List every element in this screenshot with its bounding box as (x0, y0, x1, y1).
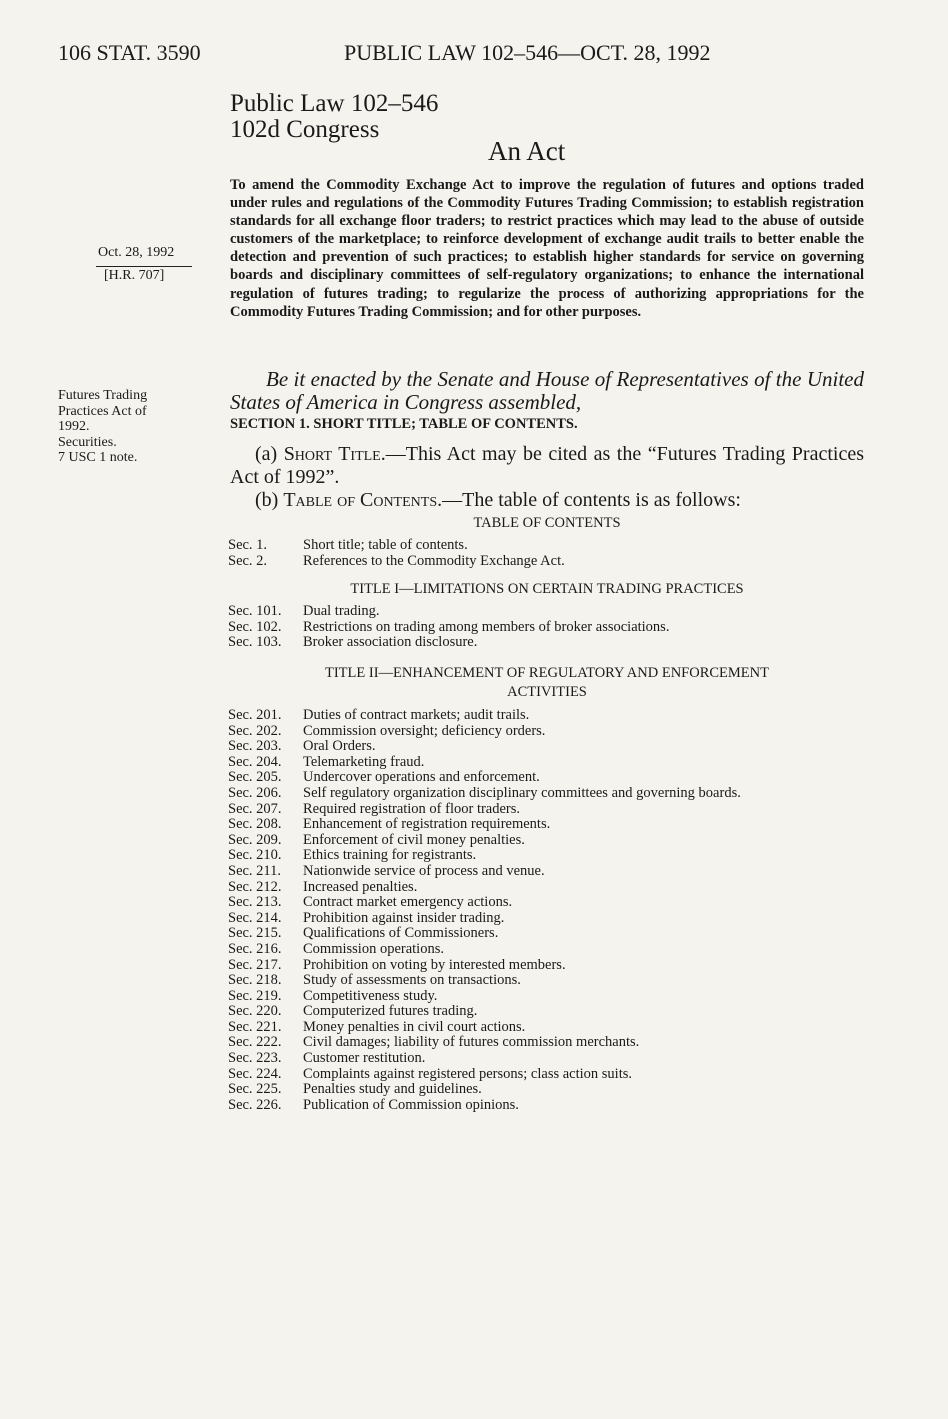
toc-entry-label: Sec. 221. (228, 1018, 282, 1035)
margin-note-line: 1992. (58, 419, 90, 434)
toc-entry-title: Enhancement of registration requirements. (303, 816, 551, 833)
toc-entry-label: Sec. 101. (228, 603, 282, 619)
toc-entry-title: Required registration of floor traders. (303, 800, 521, 817)
toc-entry-label: Sec. 210. (228, 847, 282, 864)
toc-entry (228, 755, 864, 771)
toc-entry (228, 554, 864, 570)
toc-entry (228, 604, 864, 620)
toc-entry-title: Telemarketing fraud. (303, 753, 425, 770)
margin-note-line: Futures Trading (58, 388, 148, 403)
toc-entry-label: Sec. 220. (228, 1003, 282, 1020)
toc-title1-list (228, 604, 864, 651)
toc-entry-label: Sec. 202. (228, 722, 282, 739)
toc-entry-title: Commission oversight; deficiency orders. (303, 722, 546, 739)
toc-heading: TABLE OF CONTENTS (473, 515, 621, 531)
toc-entry-title: Enforcement of civil money penalties. (303, 831, 525, 848)
toc-entry-label: Sec. 219. (228, 987, 282, 1004)
toc-entry-label: Sec. 208. (228, 816, 282, 833)
margin-divider (96, 266, 192, 267)
toc-entry-title: Short title; table of contents. (303, 537, 468, 553)
toc-entry (228, 1082, 864, 1098)
toc-entry (228, 538, 864, 554)
toc-entry-label: Sec. 103. (228, 634, 282, 651)
toc-entry-title: Qualifications of Commissioners. (303, 925, 499, 942)
toc-entry-title: Ethics training for registrants. (303, 847, 477, 864)
toc-entry-title: Restrictions on trading among members of broker associations. (303, 618, 670, 635)
act-heading: An Act (488, 136, 566, 166)
title-1-heading: TITLE I—LIMITATIONS ON CERTAIN TRADING PRACTICES (350, 581, 744, 597)
toc-entry-label: Sec. 211. (228, 862, 282, 879)
toc-entry (228, 973, 864, 989)
toc-entry (228, 926, 864, 942)
toc-entry (228, 802, 864, 818)
toc-entry (228, 724, 864, 740)
subsection-b-text: .—The table of contents is as follows: (437, 489, 741, 511)
toc-entry-title: Oral Orders. (303, 738, 376, 755)
toc-entry-label: Sec. 102. (228, 618, 282, 635)
toc-entry (228, 911, 864, 927)
section-heading: SECTION 1. SHORT TITLE; TABLE OF CONTENTS. (230, 416, 578, 432)
toc-entry-title: Duties of contract markets; audit trails. (303, 707, 530, 723)
toc-entry (228, 1051, 864, 1067)
margin-note-line: Securities. (58, 434, 117, 450)
toc-entry-label: Sec. 206. (228, 784, 282, 801)
purpose-paragraph: To amend the Commodity Exchange Act to improve the regulation of futures and options traded under rules and regulations of the Commodity Futures Trading Commission; to establish registration standards for all exchange floor traders; to restrict practices which may lead to the abuse of outside customers of the marketplace; to reinforce development of exchange audit trails to better enable the detection and prevention of such practices; to establish higher standards for service on governing boards and disciplinary committees of self-regulatory organizations; to enhance the international regulation of futures trading; to regularize the process of authorizing appropriations for the Commodity Futures Trading Commission; and for other purposes. (230, 177, 864, 320)
title-2-heading-line: ACTIVITIES (507, 684, 587, 700)
toc-entry-label: Sec. 204. (228, 753, 282, 770)
toc-entry-title: Civil damages; liability of futures commission merchants. (303, 1034, 640, 1051)
congress-label: 102d Congress (230, 116, 380, 143)
toc-entry-title: Nationwide service of process and venue. (303, 862, 545, 879)
toc-entry-title: Customer restitution. (303, 1050, 426, 1067)
toc-entry-label: Sec. 215. (228, 925, 282, 942)
toc-entry-label: Sec. 225. (228, 1081, 282, 1098)
toc-entry (228, 786, 864, 802)
toc-entry-label: Sec. 201. (228, 707, 282, 723)
toc-entry (228, 739, 864, 755)
toc-entry-label: Sec. 214. (228, 909, 282, 926)
toc-entry (228, 895, 864, 911)
toc-entry (228, 708, 864, 724)
toc-title2-list (228, 708, 864, 1113)
toc-entry-label: Sec. 226. (228, 1096, 282, 1113)
margin-notes (58, 388, 147, 466)
toc-entry-label: Sec. 213. (228, 894, 282, 911)
law-number: Public Law 102–546 (230, 90, 439, 117)
toc-entry (228, 1004, 864, 1020)
toc-entry-title: Prohibition on voting by interested members. (303, 956, 566, 973)
subsection-a (230, 443, 864, 489)
toc-entry (228, 1067, 864, 1083)
toc-entry-label: Sec. 212. (228, 878, 282, 895)
title-2-heading (230, 664, 864, 702)
toc-entry (228, 1035, 864, 1051)
toc-entry (228, 1098, 864, 1114)
toc-entry-title: Competitiveness study. (303, 987, 438, 1004)
toc-entry-title: Complaints against registered persons; class action suits. (303, 1065, 633, 1082)
subsection-b-caption: Table of Contents (283, 489, 438, 511)
toc-entry-label: Sec. 218. (228, 972, 282, 989)
toc-entry (228, 848, 864, 864)
toc-entry (228, 864, 864, 880)
enacting-clause: Be it enacted by the Senate and House of Representatives of the United States of America in Congress assembled, (230, 367, 864, 414)
toc-entry-label: Sec. 1. (228, 537, 268, 553)
margin-note-line: Practices Act of (58, 403, 147, 419)
toc-entry-label: Sec. 203. (228, 738, 282, 755)
toc-entry (228, 770, 864, 786)
toc-entry (228, 817, 864, 833)
toc-entry (228, 635, 864, 651)
toc-entry-label: Sec. 205. (228, 769, 282, 786)
toc-entry-title: Contract market emergency actions. (303, 894, 513, 911)
toc-general-list (228, 538, 864, 569)
title-2-heading-line: TITLE II—ENHANCEMENT OF REGULATORY AND ENFORCEMENT (325, 665, 769, 681)
toc-entry-title: Study of assessments on transactions. (303, 972, 521, 989)
subsection-a-text: .—This Act may be cited as the “Futures Trading Practices Act of 1992”. (230, 443, 864, 488)
toc-entry-title: Increased penalties. (303, 878, 418, 895)
toc-entry (228, 1020, 864, 1036)
toc-entry-label: Sec. 222. (228, 1034, 282, 1051)
toc-entry-title: Prohibition against insider trading. (303, 909, 505, 926)
margin-date: Oct. 28, 1992 (98, 245, 175, 260)
toc-entry (228, 880, 864, 896)
toc-entry-label: Sec. 223. (228, 1050, 282, 1067)
toc-entry-title: Penalties study and guidelines. (303, 1081, 482, 1098)
toc-entry-label: Sec. 209. (228, 831, 282, 848)
toc-entry (228, 833, 864, 849)
toc-entry-label: Sec. 217. (228, 956, 282, 973)
toc-entry-title: Undercover operations and enforcement. (303, 769, 540, 786)
toc-entry (228, 958, 864, 974)
stat-reference: 106 STAT. 3590 (58, 40, 201, 65)
toc-entry (228, 942, 864, 958)
running-title: PUBLIC LAW 102–546—OCT. 28, 1992 (344, 40, 711, 65)
toc-entry-title: Computerized futures trading. (303, 1003, 478, 1020)
toc-entry-title: Dual trading. (303, 603, 380, 619)
toc-entry-label: Sec. 224. (228, 1065, 282, 1082)
toc-entry-title: Publication of Commission opinions. (303, 1096, 519, 1113)
toc-entry-label: Sec. 216. (228, 940, 282, 957)
margin-bill-number: [H.R. 707] (104, 268, 165, 283)
toc-entry (228, 620, 864, 636)
subsection-b (230, 489, 864, 512)
toc-entry-title: Self regulatory organization disciplinary committees and governing boards. (303, 784, 741, 801)
subsection-a-caption: Short Title (283, 443, 381, 465)
toc-entry-label: Sec. 207. (228, 800, 282, 817)
margin-note-line: 7 USC 1 note. (58, 450, 138, 465)
toc-entry-title: Broker association disclosure. (303, 634, 478, 651)
toc-entry-title: Commission operations. (303, 940, 444, 957)
toc-entry-title: References to the Commodity Exchange Act. (303, 552, 565, 569)
subsection-a-label: (a) (255, 443, 284, 465)
toc-entry-label: Sec. 2. (228, 552, 268, 569)
toc-entry (228, 989, 864, 1005)
subsection-b-label: (b) (255, 489, 284, 511)
toc-entry-title: Money penalties in civil court actions. (303, 1018, 526, 1035)
